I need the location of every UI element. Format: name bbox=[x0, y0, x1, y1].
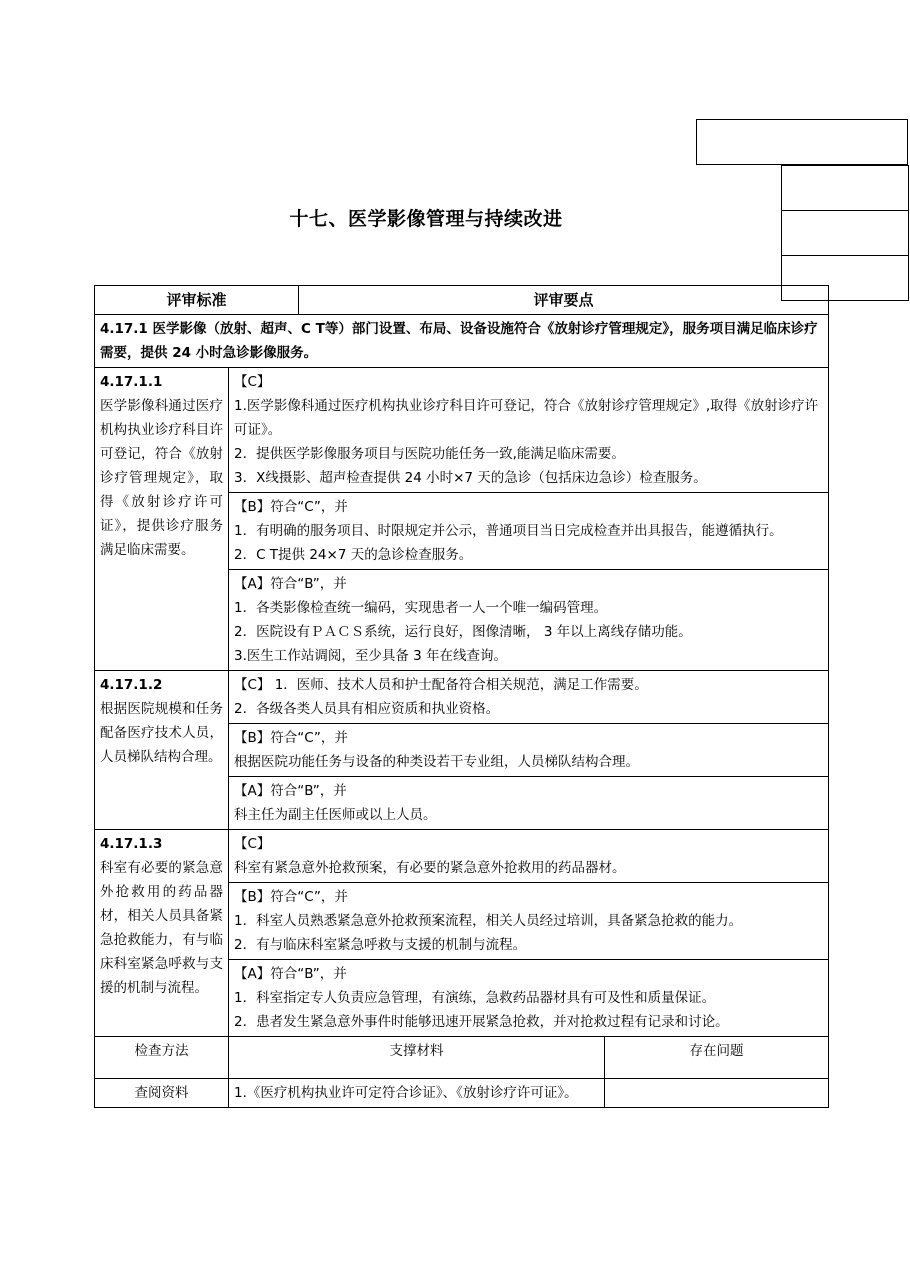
level-line: 2．C T提供 24×7 天的急诊检查服务。 bbox=[234, 547, 473, 563]
level-line: 1．科室指定专人负责应急管理，有演练，急救药品器材具有可及性和质量保证。 bbox=[234, 990, 716, 1006]
level-line: 【A】符合“B”，并 bbox=[234, 966, 347, 982]
level-line: 科主任为副主任医师或以上人员。 bbox=[234, 807, 437, 823]
level-line: 1．有明确的服务项目、时限规定并公示，普通项目当日完成检查并出具报告，能遵循执行。 bbox=[234, 523, 783, 539]
level-a-cell bbox=[229, 777, 829, 830]
level-line: 【B】符合“C”，并 bbox=[234, 889, 348, 905]
criterion-cell bbox=[95, 830, 229, 1037]
level-line: 3．X线摄影、超声检查提供 24 小时×7 天的急诊（包括床边急诊）检查服务。 bbox=[234, 470, 707, 486]
level-c-cell bbox=[229, 830, 829, 883]
level-c-cell bbox=[229, 671, 829, 724]
level-line: 【C】 bbox=[234, 374, 271, 390]
criterion-desc: 医学影像科通过医疗机构执业诊疗科目许可登记，符合《放射诊疗管理规定》，取得《放射诊疗许可证》，提供诊疗服务满足临床需要。 bbox=[100, 398, 223, 558]
level-line: 3.医生工作站调阅，至少具备 3 年在线查询。 bbox=[234, 648, 508, 664]
level-c-cell bbox=[229, 368, 829, 493]
footer-method-cell: 查阅资料 bbox=[95, 1079, 229, 1108]
level-a-cell bbox=[229, 570, 829, 671]
level-line: 2．有与临床科室紧急呼救与支援的机制与流程。 bbox=[234, 937, 527, 953]
level-line: 1.医学影像科通过医疗机构执业诊疗科目许可登记，符合《放射诊疗管理规定》,取得《放射诊疗许可证》。 bbox=[234, 398, 819, 438]
review-table bbox=[94, 285, 829, 1108]
level-line: 【A】符合“B”，并 bbox=[234, 783, 347, 799]
footer-material-cell: 1.《医疗机构执业许可定符合诊证》、《放射诊疗许可证》。 bbox=[229, 1079, 605, 1108]
footer-header-issue: 存在问题 bbox=[605, 1037, 829, 1079]
footer-header-material: 支撑材料 bbox=[229, 1037, 605, 1079]
section-title: 4.17.1 医学影像（放射、超声、C T等）部门设置、布局、设备设施符合《放射诊疗管理规定》，服务项目满足临床诊疗需要，提供 24 小时急诊影像服务。 bbox=[95, 315, 829, 368]
criterion-desc: 科室有必要的紧急意外抢救用的药品器材，相关人员具备紧急抢救能力，有与临床科室紧急呼救与支援的机制与流程。 bbox=[100, 860, 223, 996]
score-box-top bbox=[696, 119, 908, 165]
level-line: 1．各类影像检查统一编码，实现患者一人一个唯一编码管理。 bbox=[234, 600, 608, 616]
level-line: 【B】符合“C”，并 bbox=[234, 730, 348, 746]
header-points: 评审要点 bbox=[299, 286, 829, 315]
level-line: 2．提供医学影像服务项目与医院功能任务一致,能满足临床需要。 bbox=[234, 446, 625, 462]
level-b-cell bbox=[229, 493, 829, 570]
level-line: 1．科室人员熟悉紧急意外抢救预案流程，相关人员经过培训，具备紧急抢救的能力。 bbox=[234, 913, 743, 929]
level-b-cell bbox=[229, 724, 829, 777]
header-standard: 评审标准 bbox=[95, 286, 299, 315]
level-line: 【C】 bbox=[234, 836, 271, 852]
level-a-cell bbox=[229, 960, 829, 1037]
criterion-id: 4.17.1.1 bbox=[100, 374, 163, 390]
level-line: 根据医院功能任务与设备的种类设若干专业组，人员梯队结构合理。 bbox=[234, 754, 639, 770]
level-line: 2．各级各类人员具有相应资质和执业资格。 bbox=[234, 701, 500, 717]
criterion-cell bbox=[95, 368, 229, 671]
level-line: 2．患者发生紧急意外事件时能够迅速开展紧急抢救，并对抢救过程有记录和讨论。 bbox=[234, 1014, 729, 1030]
criterion-cell bbox=[95, 671, 229, 830]
level-line: 【B】符合“C”，并 bbox=[234, 499, 348, 515]
level-b-cell bbox=[229, 883, 829, 960]
criterion-id: 4.17.1.3 bbox=[100, 836, 163, 852]
page-title: 十七、医学影像管理与持续改进 bbox=[289, 208, 563, 230]
footer-issue-cell[interactable] bbox=[605, 1079, 829, 1108]
criterion-desc: 根据医院规模和任务配备医疗技术人员，人员梯队结构合理。 bbox=[100, 701, 223, 765]
footer-header-method: 检查方法 bbox=[95, 1037, 229, 1079]
level-line: 科室有紧急意外抢救预案，有必要的紧急意外抢救用的药品器材。 bbox=[234, 860, 626, 876]
criterion-id: 4.17.1.2 bbox=[100, 677, 163, 693]
level-line: 【C】 1．医师、技术人员和护士配备符合相关规范，满足工作需要。 bbox=[234, 677, 648, 693]
level-line: 【A】符合“B”，并 bbox=[234, 576, 347, 592]
level-line: 2．医院设有ＰＡＣＳ系统，运行良好，图像清晰， 3 年以上离线存储功能。 bbox=[234, 624, 692, 640]
